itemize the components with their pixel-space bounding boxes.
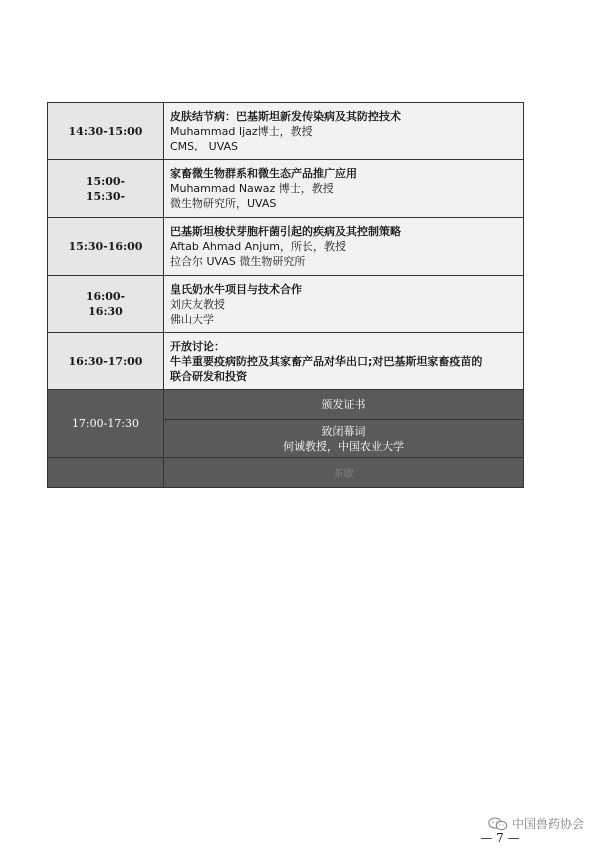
wechat-icon — [488, 817, 508, 831]
session-organization: 佛山大学 — [170, 312, 214, 326]
session-title: 开放讨论： — [170, 339, 225, 353]
closing-title: 致闭幕词 — [321, 424, 366, 438]
session-speaker: Muhammad Nawaz 博士，教授 — [170, 182, 334, 195]
closing-speaker: 何诚教授，中国农业大学 — [283, 439, 404, 453]
session-time: 16:00- 16:30 — [48, 276, 164, 333]
footer-brand-name: 中国兽药协会 — [511, 817, 584, 831]
closing-time: 17:00-17:30 — [48, 390, 164, 458]
schedule-row — [48, 333, 524, 390]
session-title: 皮肤结节病：巴基斯坦新发传染病及其防控技术 — [170, 109, 401, 123]
session-details — [164, 160, 524, 218]
session-time: 15:30-16:00 — [48, 218, 164, 276]
schedule-row — [48, 390, 524, 420]
tea-break: 茶歇 — [164, 458, 524, 488]
session-time: 16:30-17:00 — [48, 333, 164, 390]
tea-time-empty — [48, 458, 164, 488]
session-details — [164, 218, 524, 276]
session-topic-line: 牛羊重要疫病防控及其家畜产品对华出口;对巴基斯坦家畜疫苗的 — [170, 354, 483, 368]
session-time: 14:30-15:00 — [48, 103, 164, 160]
session-time: 15:00- 15:30- — [48, 160, 164, 218]
schedule-row — [48, 276, 524, 333]
session-speaker: Aftab Ahmad Anjum，所长，教授 — [170, 240, 347, 253]
footer-brand — [488, 815, 584, 832]
session-organization: 拉合尔 UVAS 微生物研究所 — [170, 255, 306, 268]
schedule-row — [48, 218, 524, 276]
session-speaker: 刘庆友教授 — [170, 297, 225, 311]
schedule-row — [48, 103, 524, 160]
session-details — [164, 103, 524, 160]
schedule-row — [48, 160, 524, 218]
session-speaker: Muhammad Ijaz博士，教授 — [170, 124, 313, 138]
session-title: 巴基斯坦梭状芽胞杆菌引起的疾病及其控制策略 — [170, 225, 401, 238]
certificate-ceremony — [164, 390, 524, 420]
session-title: 皇氏奶水牛项目与技术合作 — [170, 282, 302, 296]
session-details — [164, 276, 524, 333]
schedule-table — [47, 102, 524, 488]
session-organization: 微生物研究所，UVAS — [170, 197, 277, 210]
session-topic-line: 联合研发和投资 — [170, 369, 247, 383]
session-title: 家畜微生物群系和微生态产品推广应用 — [170, 167, 357, 180]
session-organization: CMS, UVAS — [170, 139, 239, 153]
page-number: — 7 — — [480, 831, 520, 845]
certificate-label: 颁发证书 — [321, 398, 366, 411]
closing-remarks — [164, 420, 524, 458]
schedule-row — [48, 458, 524, 488]
session-details — [164, 333, 524, 390]
